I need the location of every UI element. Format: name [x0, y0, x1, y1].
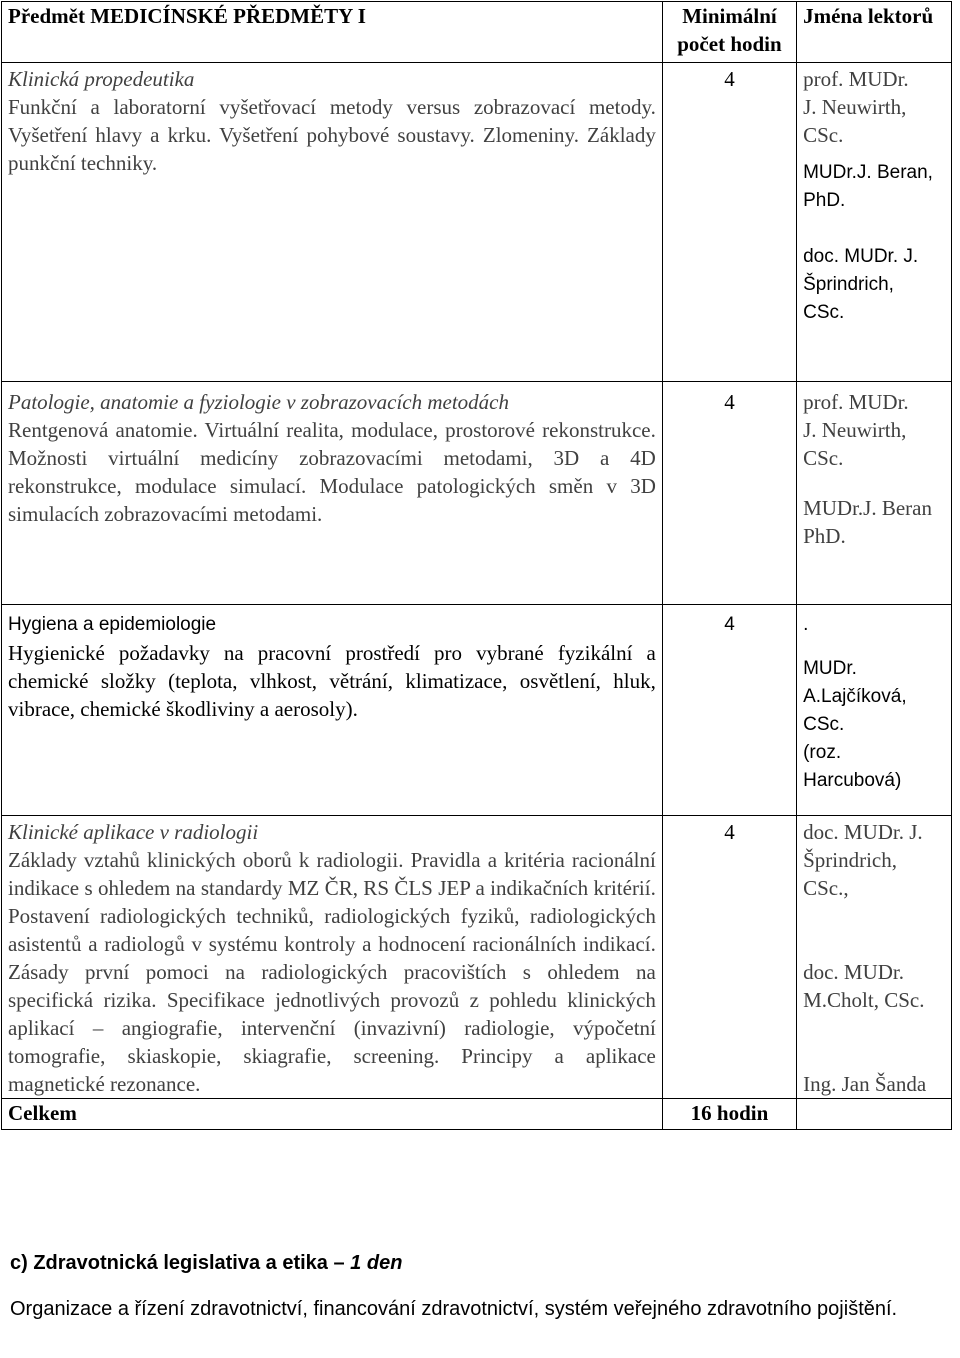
- total-hours: 16 hodin: [662, 1099, 796, 1130]
- lecturer-line: PhD.: [803, 190, 846, 211]
- hours-cell: 4: [662, 63, 796, 382]
- section-heading-duration: 1 den: [350, 1252, 403, 1274]
- lecturer-line: J. Neuwirth,: [803, 95, 907, 119]
- lecturer-line: prof. MUDr.: [803, 390, 909, 414]
- topic-title: Klinická propedeutika: [8, 67, 195, 91]
- lecturer-line: CSc.: [803, 714, 845, 735]
- section-text: Organizace a řízení zdravotnictví, financování zdravotnictví, systém veřejného zdravotního pojištění.: [10, 1298, 898, 1320]
- lecturer-line: prof. MUDr.: [803, 67, 909, 91]
- min-hours-header: Minimální počet hodin: [662, 2, 796, 63]
- lecturer-line: J. Neuwirth,: [803, 418, 907, 442]
- section-heading: [10, 1252, 950, 1275]
- total-label: Celkem: [2, 1099, 663, 1130]
- lecturer-line: doc. MUDr.: [803, 960, 905, 984]
- hours-cell: 4: [662, 382, 796, 605]
- table-row: [2, 816, 952, 1099]
- table-row: [2, 63, 952, 382]
- subject-header: Předmět MEDICÍNSKÉ PŘEDMĚTY I: [2, 2, 663, 63]
- topic-title: Patologie, anatomie a fyziologie v zobrazovacích metodách: [8, 390, 509, 414]
- lecturer-line: CSc.: [803, 446, 844, 470]
- lecturer-line: doc. MUDr. J.: [803, 246, 919, 267]
- hours-cell: 4: [662, 816, 796, 1099]
- lecturer-line: Harcubová): [803, 770, 902, 791]
- lecturers-cell: [797, 63, 952, 382]
- hours-cell: 4: [662, 605, 796, 816]
- lecturer-line: CSc.,: [803, 876, 849, 900]
- section-heading-text: c) Zdravotnická legislativa a etika –: [10, 1252, 345, 1274]
- lecturer-line: (roz.: [803, 742, 842, 763]
- table-row: [2, 605, 952, 816]
- topic-cell: [2, 382, 663, 605]
- lecturer-line: MUDr.J. Beran: [803, 496, 932, 520]
- table-header-row: [2, 2, 952, 63]
- lecturer-line: Šprindrich,: [803, 848, 897, 872]
- lecturer-line: CSc.: [803, 302, 845, 323]
- lecturer-line: M.Cholt, CSc.: [803, 988, 925, 1012]
- topic-description: Základy vztahů klinických oborů k radiologii. Pravidla a kritéria racionální indikace s ohledem na standardy MZ ČR, RS ČLS JEP a indikačních kritérií. Postavení radiologických techniků, radiologických fyziků, radiologických asistentů a radiologů v systému kontroly a hodnocení racionálních indikací. Zásady první pomoci na radiologických pracovištích s ohledem na specifická rizika. Specifikace jednotlivých provozů z pohledu klinických aplikací – angiografie, intervenční (invazivní) radiologie, výpočetní tomografie, skiaskopie, skiagrafie, screening. Principy a aplikace magnetické rezonance.: [8, 848, 656, 1096]
- lecturers-cell: [797, 382, 952, 605]
- topic-title: Hygiena a epidemiologie: [8, 614, 217, 635]
- topic-cell: [2, 63, 663, 382]
- topic-title: Klinické aplikace v radiologii: [8, 820, 259, 844]
- lecturer-line: MUDr.J. Beran,: [803, 162, 933, 183]
- lecturer-line: .: [803, 614, 809, 635]
- lecturers-cell: [797, 605, 952, 816]
- lecturers-header: Jména lektorů: [797, 2, 952, 63]
- topic-description: Hygienické požadavky na pracovní prostředí pro vybrané fyzikální a chemické složky (teplota, vlhkost, větrání, klimatizace, osvětlení, hluk, vibrace, chemické škodliviny a aerosoly).: [8, 641, 656, 721]
- topic-cell: [2, 816, 663, 1099]
- total-lecturers-empty: [797, 1099, 952, 1130]
- topic-description: Funkční a laboratorní vyšetřovací metody versus zobrazovací metody. Vyšetření hlavy a krku. Vyšetření pohybové soustavy. Zlomeniny. Základy punkční techniky.: [8, 95, 656, 175]
- lecturer-line: MUDr.: [803, 658, 857, 679]
- lecturer-line: A.Lajčíková,: [803, 686, 907, 707]
- topic-description: Rentgenová anatomie. Virtuální realita, modulace, prostorové rekonstrukce. Možnosti virtuální medicíny zobrazovacími metodami, 3D a 4D rekonstrukce, modulace simulací. Modulace patologických směn v 3D simulacích zobrazovacími metodami.: [8, 418, 656, 526]
- table-row: [2, 382, 952, 605]
- lecturer-line: doc. MUDr. J.: [803, 820, 923, 844]
- total-row: [2, 1099, 952, 1130]
- lecturer-line: CSc.: [803, 123, 844, 147]
- syllabus-table: [1, 1, 952, 1130]
- topic-cell: [2, 605, 663, 816]
- lecturer-line: Ing. Jan Šanda: [803, 1072, 927, 1096]
- lecturers-cell: [797, 816, 952, 1099]
- lecturer-line: Šprindrich,: [803, 274, 894, 295]
- lecturer-line: PhD.: [803, 524, 846, 548]
